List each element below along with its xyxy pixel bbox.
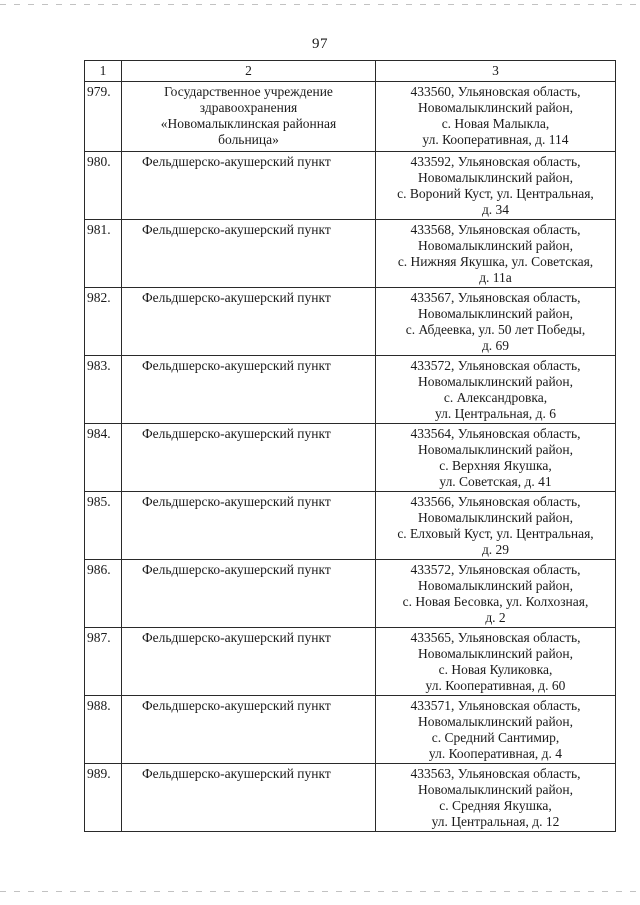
address-line: Новомалыклинский район, (417, 578, 574, 593)
address-line: с. Абдеевка, ул. 50 лет Победы, (405, 322, 586, 337)
row-number-cell: 988. (85, 696, 122, 764)
column-header-name: 2 (122, 61, 376, 82)
column-header-address: 3 (376, 61, 616, 82)
address-line: с. Вороний Куст, ул. Центральная, (397, 186, 594, 201)
table-row (85, 764, 616, 832)
address-cell (376, 424, 616, 492)
address-line: ул. Кооперативная, д. 4 (428, 746, 563, 761)
address-cell (376, 560, 616, 628)
table-row (85, 628, 616, 696)
row-number-cell: 980. (85, 152, 122, 220)
institution-name-line: Фельдшерско-акушерский пункт (142, 494, 331, 509)
row-number-cell: 981. (85, 220, 122, 288)
address-line: ул. Центральная, д. 12 (431, 814, 560, 829)
row-number-cell: 987. (85, 628, 122, 696)
table-row (85, 220, 616, 288)
institution-name-cell (122, 152, 376, 220)
address-line: с. Новая Малыкла, (441, 116, 550, 131)
address-cell (376, 356, 616, 424)
address-line: Новомалыклинский район, (417, 306, 574, 321)
address-cell (376, 82, 616, 152)
address-line: 433566, Ульяновская область, (410, 494, 581, 509)
address-line: ул. Центральная, д. 6 (435, 406, 556, 421)
address-line: с. Нижняя Якушка, ул. Советская, (397, 254, 594, 269)
institution-name-line: здравоохранения (199, 100, 298, 115)
row-number-cell: 985. (85, 492, 122, 560)
address-line: с. Средний Сантимир, (431, 730, 560, 745)
table-row (85, 424, 616, 492)
address-line: с. Средняя Якушка, (439, 798, 552, 813)
row-number-cell: 984. (85, 424, 122, 492)
institution-name-cell (122, 492, 376, 560)
address-line: Новомалыклинский район, (417, 238, 574, 253)
institution-name-cell (122, 628, 376, 696)
institution-name-line: Фельдшерско-акушерский пункт (142, 154, 331, 169)
address-line: 433592, Ульяновская область, (410, 154, 581, 169)
address-cell (376, 288, 616, 356)
registry-table-body (85, 61, 616, 832)
address-line: 433560, Ульяновская область, (410, 84, 581, 99)
address-cell (376, 152, 616, 220)
address-line: с. Елховый Куст, ул. Центральная, (397, 526, 594, 541)
row-number-cell: 986. (85, 560, 122, 628)
institution-name-line: Фельдшерско-акушерский пункт (142, 358, 331, 373)
registry-table (84, 60, 616, 832)
row-number-cell: 989. (85, 764, 122, 832)
address-line: с. Александровка, (443, 390, 548, 405)
table-header-row (85, 61, 616, 82)
address-line: 433572, Ульяновская область, (410, 562, 581, 577)
address-line: Новомалыклинский район, (417, 170, 574, 185)
column-header-number: 1 (85, 61, 122, 82)
address-cell (376, 696, 616, 764)
address-line: д. 29 (481, 542, 510, 557)
institution-name-cell (122, 82, 376, 152)
address-line: 433564, Ульяновская область, (410, 426, 581, 441)
table-row (85, 152, 616, 220)
institution-name-line: Фельдшерско-акушерский пункт (142, 562, 331, 577)
address-line: Новомалыклинский район, (417, 782, 574, 797)
institution-name-cell (122, 764, 376, 832)
table-row (85, 288, 616, 356)
institution-name-line: Фельдшерско-акушерский пункт (142, 766, 331, 781)
address-line: Новомалыклинский район, (417, 714, 574, 729)
institution-name-line: Фельдшерско-акушерский пункт (142, 426, 331, 441)
address-line: 433572, Ульяновская область, (410, 358, 581, 373)
address-line: д. 34 (481, 202, 510, 217)
table-row (85, 696, 616, 764)
institution-name-cell (122, 288, 376, 356)
address-line: д. 2 (485, 610, 506, 625)
table-row (85, 356, 616, 424)
address-line: 433565, Ульяновская область, (410, 630, 581, 645)
institution-name-line: Фельдшерско-акушерский пункт (142, 630, 331, 645)
institution-name-cell (122, 560, 376, 628)
institution-name-cell (122, 220, 376, 288)
institution-name-line: Государственное учреждение (164, 84, 333, 99)
row-number-cell: 983. (85, 356, 122, 424)
address-line: ул. Советская, д. 41 (439, 474, 552, 489)
table-row (85, 492, 616, 560)
address-line: Новомалыклинский район, (417, 510, 574, 525)
institution-name-cell (122, 424, 376, 492)
address-cell (376, 492, 616, 560)
address-line: Новомалыклинский район, (417, 374, 574, 389)
address-line: 433567, Ульяновская область, (410, 290, 581, 305)
address-line: Новомалыклинский район, (417, 442, 574, 457)
table-row (85, 560, 616, 628)
address-line: с. Верхняя Якушка, (439, 458, 552, 473)
row-number-cell: 982. (85, 288, 122, 356)
address-line: д. 11а (479, 270, 512, 285)
address-line: 433568, Ульяновская область, (410, 222, 581, 237)
address-line: д. 69 (481, 338, 510, 353)
address-line: с. Новая Куликовка, (438, 662, 553, 677)
address-cell (376, 764, 616, 832)
institution-name-line: больница» (218, 132, 279, 147)
scan-edge-top (0, 4, 640, 5)
institution-name-line: Фельдшерско-акушерский пункт (142, 698, 331, 713)
institution-name-line: Фельдшерско-акушерский пункт (142, 290, 331, 305)
address-line: ул. Кооперативная, д. 60 (425, 678, 566, 693)
address-line: 433563, Ульяновская область, (410, 766, 581, 781)
address-line: ул. Кооперативная, д. 114 (422, 132, 569, 147)
address-cell (376, 628, 616, 696)
institution-name-cell (122, 696, 376, 764)
institution-name-line: Фельдшерско-акушерский пункт (142, 222, 331, 237)
address-line: 433571, Ульяновская область, (410, 698, 581, 713)
address-line: с. Новая Бесовка, ул. Колхозная, (402, 594, 589, 609)
institution-name-cell (122, 356, 376, 424)
address-cell (376, 220, 616, 288)
page-number: 97 (312, 36, 328, 52)
row-number-cell: 979. (85, 82, 122, 152)
institution-name-line: «Новомалыклинская районная (160, 116, 337, 131)
scan-edge-bottom (0, 891, 640, 892)
address-line: Новомалыклинский район, (417, 646, 574, 661)
table-row (85, 82, 616, 152)
address-line: Новомалыклинский район, (417, 100, 574, 115)
